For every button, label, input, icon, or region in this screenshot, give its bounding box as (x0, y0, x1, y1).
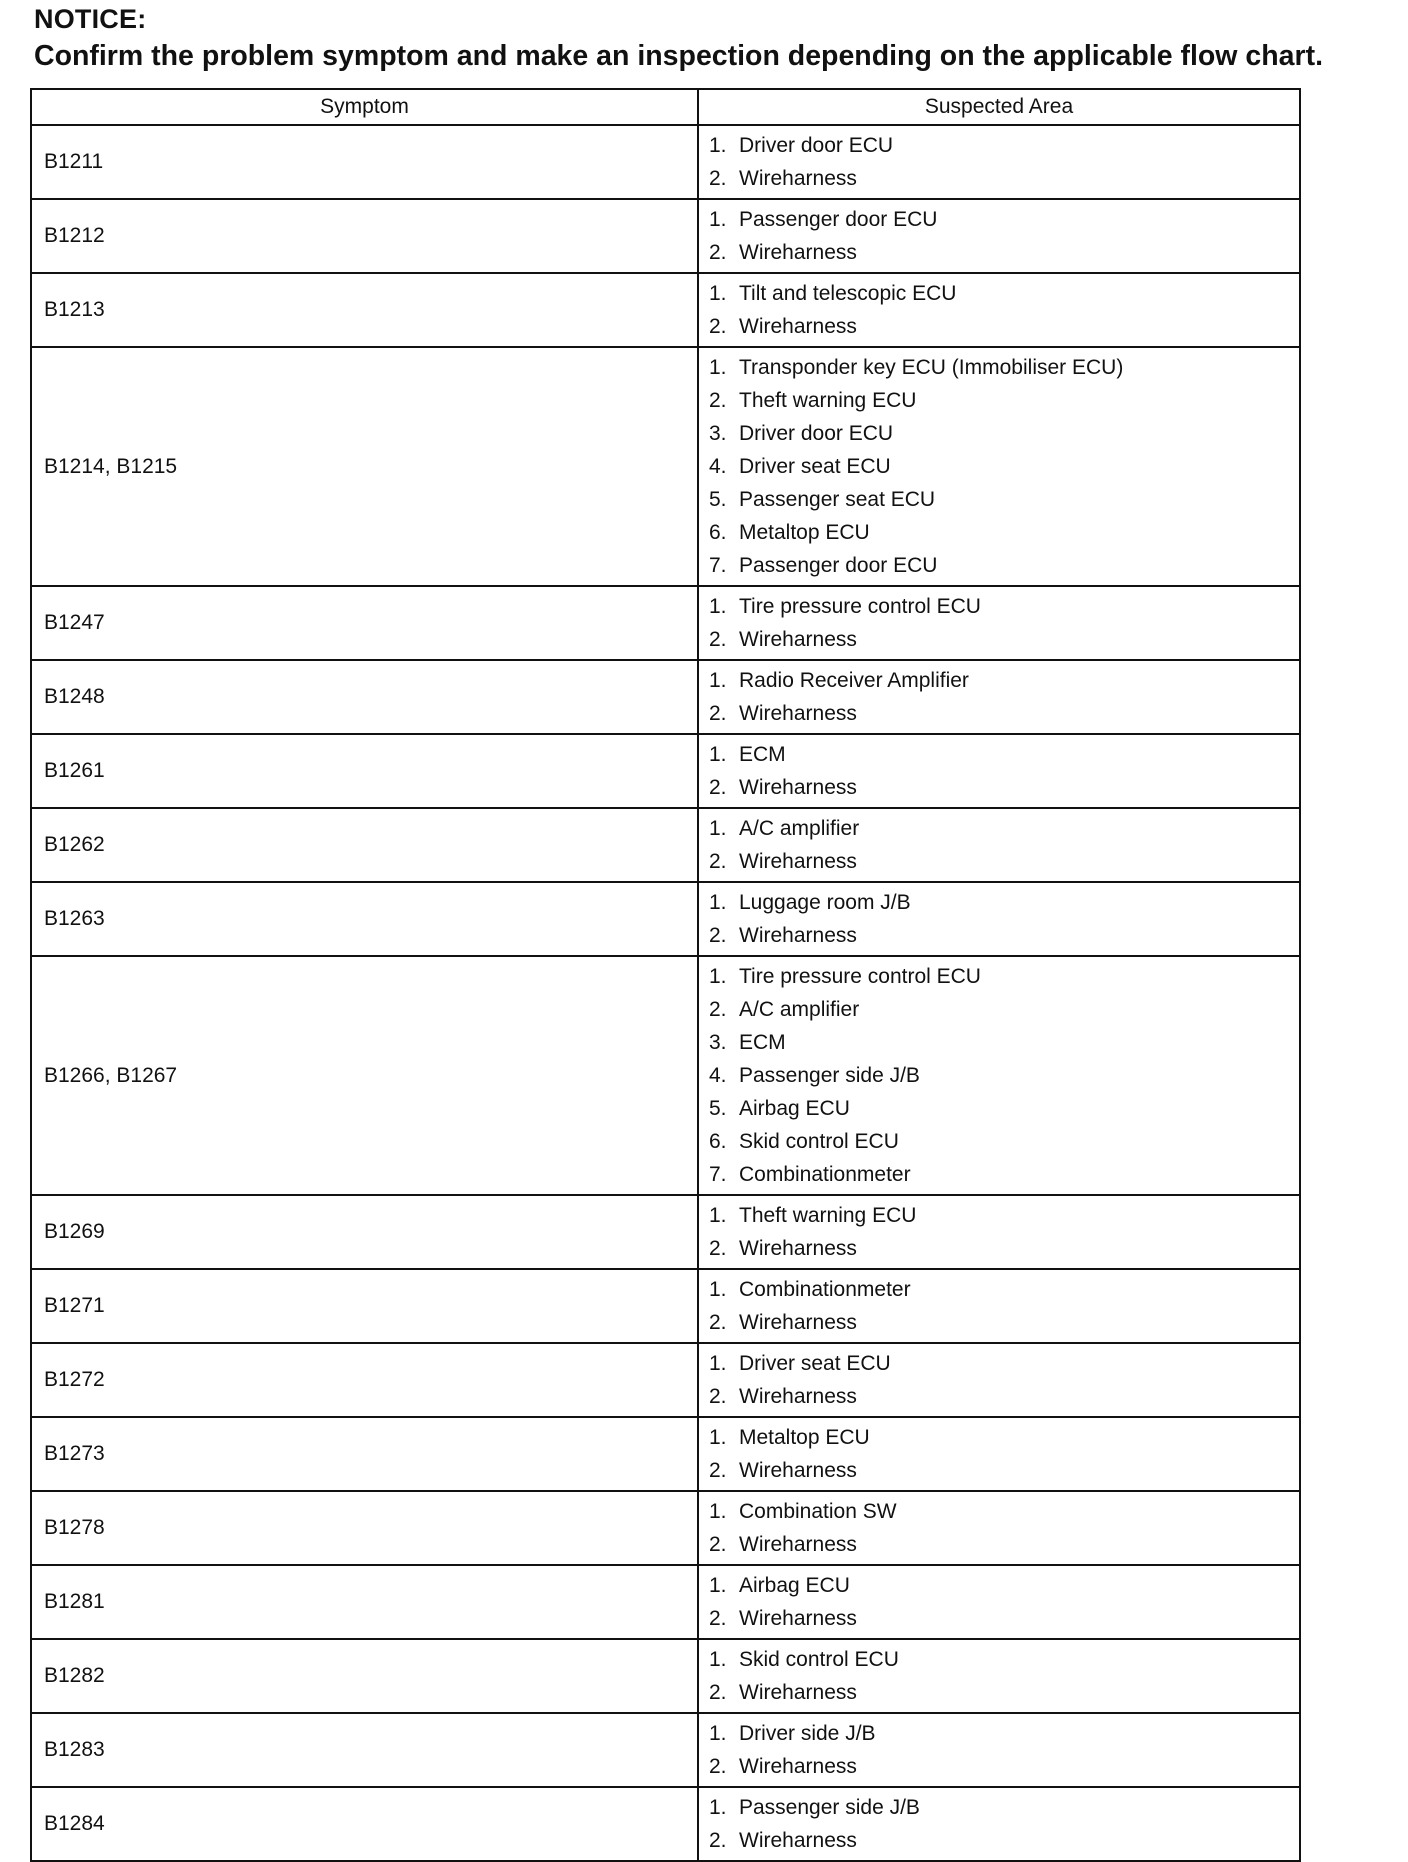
suspected-area-item (709, 1092, 1299, 1125)
item-text: Skid control ECU (739, 1130, 899, 1153)
suspected-area-list (699, 1566, 1299, 1638)
suspected-area-item (709, 1495, 1299, 1528)
suspected-area-cell (698, 660, 1300, 734)
item-number: 1. (709, 891, 727, 914)
item-text: Tire pressure control ECU (739, 595, 981, 618)
symptom-code: B1211 (31, 125, 698, 199)
symptom-code: B1263 (31, 882, 698, 956)
suspected-area-cell (698, 1787, 1300, 1861)
item-text: Wireharness (739, 167, 857, 190)
item-number: 1. (709, 208, 727, 231)
table-body (31, 125, 1300, 1861)
item-number: 1. (709, 965, 727, 988)
table-row (31, 273, 1300, 347)
table-row (31, 1269, 1300, 1343)
suspected-area-item (709, 483, 1299, 516)
table-row (31, 1417, 1300, 1491)
suspected-area-cell (698, 1713, 1300, 1787)
suspected-area-item (709, 236, 1299, 269)
suspected-area-cell (698, 1565, 1300, 1639)
item-number: 2. (709, 702, 727, 725)
suspected-area-cell (698, 1639, 1300, 1713)
suspected-area-item (709, 129, 1299, 162)
item-number: 2. (709, 167, 727, 190)
suspected-area-item (709, 590, 1299, 623)
suspected-area-list (699, 200, 1299, 272)
item-text: Passenger seat ECU (739, 488, 936, 511)
item-number: 2. (709, 315, 727, 338)
symptom-code: B1278 (31, 1491, 698, 1565)
item-number: 2. (709, 389, 727, 412)
suspected-area-list (699, 1714, 1299, 1786)
item-number: 2. (709, 241, 727, 264)
symptom-code: B1213 (31, 273, 698, 347)
suspected-area-item (709, 1306, 1299, 1339)
symptom-code: B1283 (31, 1713, 698, 1787)
item-text: Transponder key ECU (Immobiliser ECU) (739, 356, 1124, 379)
item-text: Skid control ECU (739, 1648, 899, 1671)
item-number: 1. (709, 1204, 727, 1227)
item-text: Passenger door ECU (739, 208, 938, 231)
item-number: 2. (709, 924, 727, 947)
suspected-area-item (709, 771, 1299, 804)
item-text: Wireharness (739, 776, 857, 799)
suspected-area-item (709, 203, 1299, 236)
symptom-code: B1247 (31, 586, 698, 660)
suspected-area-item (709, 384, 1299, 417)
item-number: 2. (709, 628, 727, 651)
item-number: 1. (709, 1426, 727, 1449)
suspected-area-list (699, 587, 1299, 659)
suspected-area-item (709, 1454, 1299, 1487)
notice-title: NOTICE: (34, 4, 147, 34)
symptom-code: B1271 (31, 1269, 698, 1343)
suspected-area-cell (698, 125, 1300, 199)
suspected-area-item (709, 310, 1299, 343)
item-number: 1. (709, 669, 727, 692)
item-number: 2. (709, 1311, 727, 1334)
suspected-area-cell (698, 586, 1300, 660)
suspected-area-cell (698, 1269, 1300, 1343)
symptom-code: B1212 (31, 199, 698, 273)
item-text: Driver seat ECU (739, 1352, 891, 1375)
item-text: Tilt and telescopic ECU (739, 282, 957, 305)
suspected-area-item (709, 919, 1299, 952)
table-row (31, 199, 1300, 273)
item-text: A/C amplifier (739, 817, 860, 840)
notice-text: Confirm the problem symptom and make an inspection depending on the applicable flow chart. (34, 40, 1323, 72)
item-number: 1. (709, 1722, 727, 1745)
suspected-area-item (709, 1026, 1299, 1059)
table-row (31, 734, 1300, 808)
suspected-area-list (699, 1492, 1299, 1564)
suspected-area-item (709, 960, 1299, 993)
item-number: 2. (709, 1459, 727, 1482)
table-row (31, 660, 1300, 734)
item-text: Wireharness (739, 1459, 857, 1482)
suspected-area-item (709, 516, 1299, 549)
table-row (31, 808, 1300, 882)
item-number: 1. (709, 1648, 727, 1671)
symptom-code: B1282 (31, 1639, 698, 1713)
item-text: Wireharness (739, 702, 857, 725)
suspected-area-item (709, 886, 1299, 919)
suspected-area-list (699, 735, 1299, 807)
item-number: 1. (709, 356, 727, 379)
suspected-area-item (709, 1232, 1299, 1265)
suspected-area-list (699, 1418, 1299, 1490)
item-text: Theft warning ECU (739, 389, 917, 412)
item-number: 1. (709, 743, 727, 766)
item-text: Metaltop ECU (739, 521, 870, 544)
symptom-code: B1269 (31, 1195, 698, 1269)
item-number: 1. (709, 1278, 727, 1301)
symptom-code: B1281 (31, 1565, 698, 1639)
suspected-area-cell (698, 1417, 1300, 1491)
suspected-area-list (699, 1640, 1299, 1712)
item-text: Wireharness (739, 1311, 857, 1334)
item-number: 1. (709, 1796, 727, 1819)
suspected-area-list (699, 1196, 1299, 1268)
suspected-area-item (709, 812, 1299, 845)
item-text: Wireharness (739, 1533, 857, 1556)
item-number: 2. (709, 1755, 727, 1778)
item-text: Airbag ECU (739, 1574, 850, 1597)
symptom-table (30, 88, 1301, 1862)
suspected-area-item (709, 1421, 1299, 1454)
suspected-area-cell (698, 1491, 1300, 1565)
item-text: Combinationmeter (739, 1278, 911, 1301)
table-row (31, 1713, 1300, 1787)
item-number: 2. (709, 998, 727, 1021)
item-number: 2. (709, 850, 727, 873)
item-text: Wireharness (739, 315, 857, 338)
item-number: 2. (709, 1533, 727, 1556)
suspected-area-item (709, 845, 1299, 878)
suspected-area-item (709, 549, 1299, 582)
suspected-area-item (709, 1347, 1299, 1380)
table-row (31, 956, 1300, 1195)
item-text: Wireharness (739, 1607, 857, 1630)
item-text: Combination SW (739, 1500, 897, 1523)
item-number: 2. (709, 1681, 727, 1704)
item-number: 2. (709, 1607, 727, 1630)
item-text: Luggage room J/B (739, 891, 911, 914)
symptom-code: B1266, B1267 (31, 956, 698, 1195)
item-text: Combinationmeter (739, 1163, 911, 1186)
suspected-area-item (709, 417, 1299, 450)
suspected-area-list (699, 348, 1299, 585)
item-text: Wireharness (739, 924, 857, 947)
suspected-area-list (699, 809, 1299, 881)
item-text: Tire pressure control ECU (739, 965, 981, 988)
item-text: Passenger door ECU (739, 554, 938, 577)
item-number: 1. (709, 1352, 727, 1375)
item-text: Wireharness (739, 241, 857, 264)
table-header-row (31, 89, 1300, 125)
suspected-area-item (709, 1528, 1299, 1561)
suspected-area-list (699, 274, 1299, 346)
suspected-area-item (709, 1643, 1299, 1676)
suspected-area-item (709, 664, 1299, 697)
item-number: 1. (709, 282, 727, 305)
suspected-area-item (709, 1380, 1299, 1413)
suspected-area-item (709, 697, 1299, 730)
suspected-area-column-header: Suspected Area (698, 89, 1300, 125)
suspected-area-item (709, 1059, 1299, 1092)
table-row (31, 347, 1300, 586)
item-number: 7. (709, 554, 727, 577)
suspected-area-item (709, 1824, 1299, 1857)
suspected-area-list (699, 661, 1299, 733)
suspected-area-cell (698, 882, 1300, 956)
table-row (31, 882, 1300, 956)
item-text: Wireharness (739, 1237, 857, 1260)
table-row (31, 1565, 1300, 1639)
item-text: Wireharness (739, 1681, 857, 1704)
symptom-code: B1248 (31, 660, 698, 734)
item-number: 2. (709, 1829, 727, 1852)
suspected-area-item (709, 1791, 1299, 1824)
suspected-area-item (709, 1273, 1299, 1306)
suspected-area-item (709, 1750, 1299, 1783)
suspected-area-list (699, 1344, 1299, 1416)
suspected-area-item (709, 1717, 1299, 1750)
item-text: ECM (739, 1031, 786, 1054)
symptom-code: B1272 (31, 1343, 698, 1417)
item-text: Airbag ECU (739, 1097, 850, 1120)
suspected-area-cell (698, 199, 1300, 273)
item-number: 1. (709, 817, 727, 840)
item-number: 4. (709, 1064, 727, 1087)
suspected-area-list (699, 126, 1299, 198)
item-text: Driver seat ECU (739, 455, 891, 478)
suspected-area-cell (698, 1343, 1300, 1417)
item-text: Driver side J/B (739, 1722, 876, 1745)
item-number: 3. (709, 422, 727, 445)
symptom-code: B1273 (31, 1417, 698, 1491)
item-text: A/C amplifier (739, 998, 860, 1021)
suspected-area-cell (698, 347, 1300, 586)
symptom-code: B1262 (31, 808, 698, 882)
suspected-area-item (709, 1569, 1299, 1602)
suspected-area-item (709, 1676, 1299, 1709)
suspected-area-item (709, 1199, 1299, 1232)
suspected-area-item (709, 1602, 1299, 1635)
item-text: Driver door ECU (739, 422, 894, 445)
suspected-area-item (709, 1125, 1299, 1158)
item-number: 2. (709, 776, 727, 799)
symptom-code: B1214, B1215 (31, 347, 698, 586)
item-number: 2. (709, 1237, 727, 1260)
table-row (31, 1639, 1300, 1713)
suspected-area-item (709, 277, 1299, 310)
item-number: 1. (709, 134, 727, 157)
suspected-area-cell (698, 273, 1300, 347)
suspected-area-item (709, 450, 1299, 483)
item-number: 1. (709, 1574, 727, 1597)
item-text: Passenger side J/B (739, 1796, 920, 1819)
symptom-code: B1261 (31, 734, 698, 808)
suspected-area-list (699, 1270, 1299, 1342)
item-text: Wireharness (739, 850, 857, 873)
suspected-area-item (709, 162, 1299, 195)
table-row (31, 1195, 1300, 1269)
item-number: 7. (709, 1163, 727, 1186)
item-number: 3. (709, 1031, 727, 1054)
suspected-area-list (699, 1788, 1299, 1860)
item-text: Driver door ECU (739, 134, 894, 157)
suspected-area-cell (698, 956, 1300, 1195)
item-number: 1. (709, 1500, 727, 1523)
item-text: Wireharness (739, 1385, 857, 1408)
suspected-area-item (709, 351, 1299, 384)
symptom-column-header: Symptom (31, 89, 698, 125)
item-number: 5. (709, 488, 727, 511)
item-number: 2. (709, 1385, 727, 1408)
item-number: 4. (709, 455, 727, 478)
suspected-area-item (709, 993, 1299, 1026)
table-row (31, 125, 1300, 199)
item-text: Metaltop ECU (739, 1426, 870, 1449)
symptom-code: B1284 (31, 1787, 698, 1861)
suspected-area-cell (698, 1195, 1300, 1269)
table-row (31, 1343, 1300, 1417)
suspected-area-item (709, 738, 1299, 771)
item-number: 5. (709, 1097, 727, 1120)
item-text: Passenger side J/B (739, 1064, 920, 1087)
item-text: Theft warning ECU (739, 1204, 917, 1227)
suspected-area-list (699, 883, 1299, 955)
item-text: Wireharness (739, 628, 857, 651)
suspected-area-cell (698, 734, 1300, 808)
table-row (31, 586, 1300, 660)
suspected-area-item (709, 623, 1299, 656)
item-text: Wireharness (739, 1829, 857, 1852)
item-text: Radio Receiver Amplifier (739, 669, 969, 692)
item-number: 6. (709, 1130, 727, 1153)
item-text: Wireharness (739, 1755, 857, 1778)
suspected-area-item (709, 1158, 1299, 1191)
table-row (31, 1491, 1300, 1565)
table-row (31, 1787, 1300, 1861)
item-number: 6. (709, 521, 727, 544)
suspected-area-list (699, 957, 1299, 1194)
item-text: ECM (739, 743, 786, 766)
suspected-area-cell (698, 808, 1300, 882)
item-number: 1. (709, 595, 727, 618)
